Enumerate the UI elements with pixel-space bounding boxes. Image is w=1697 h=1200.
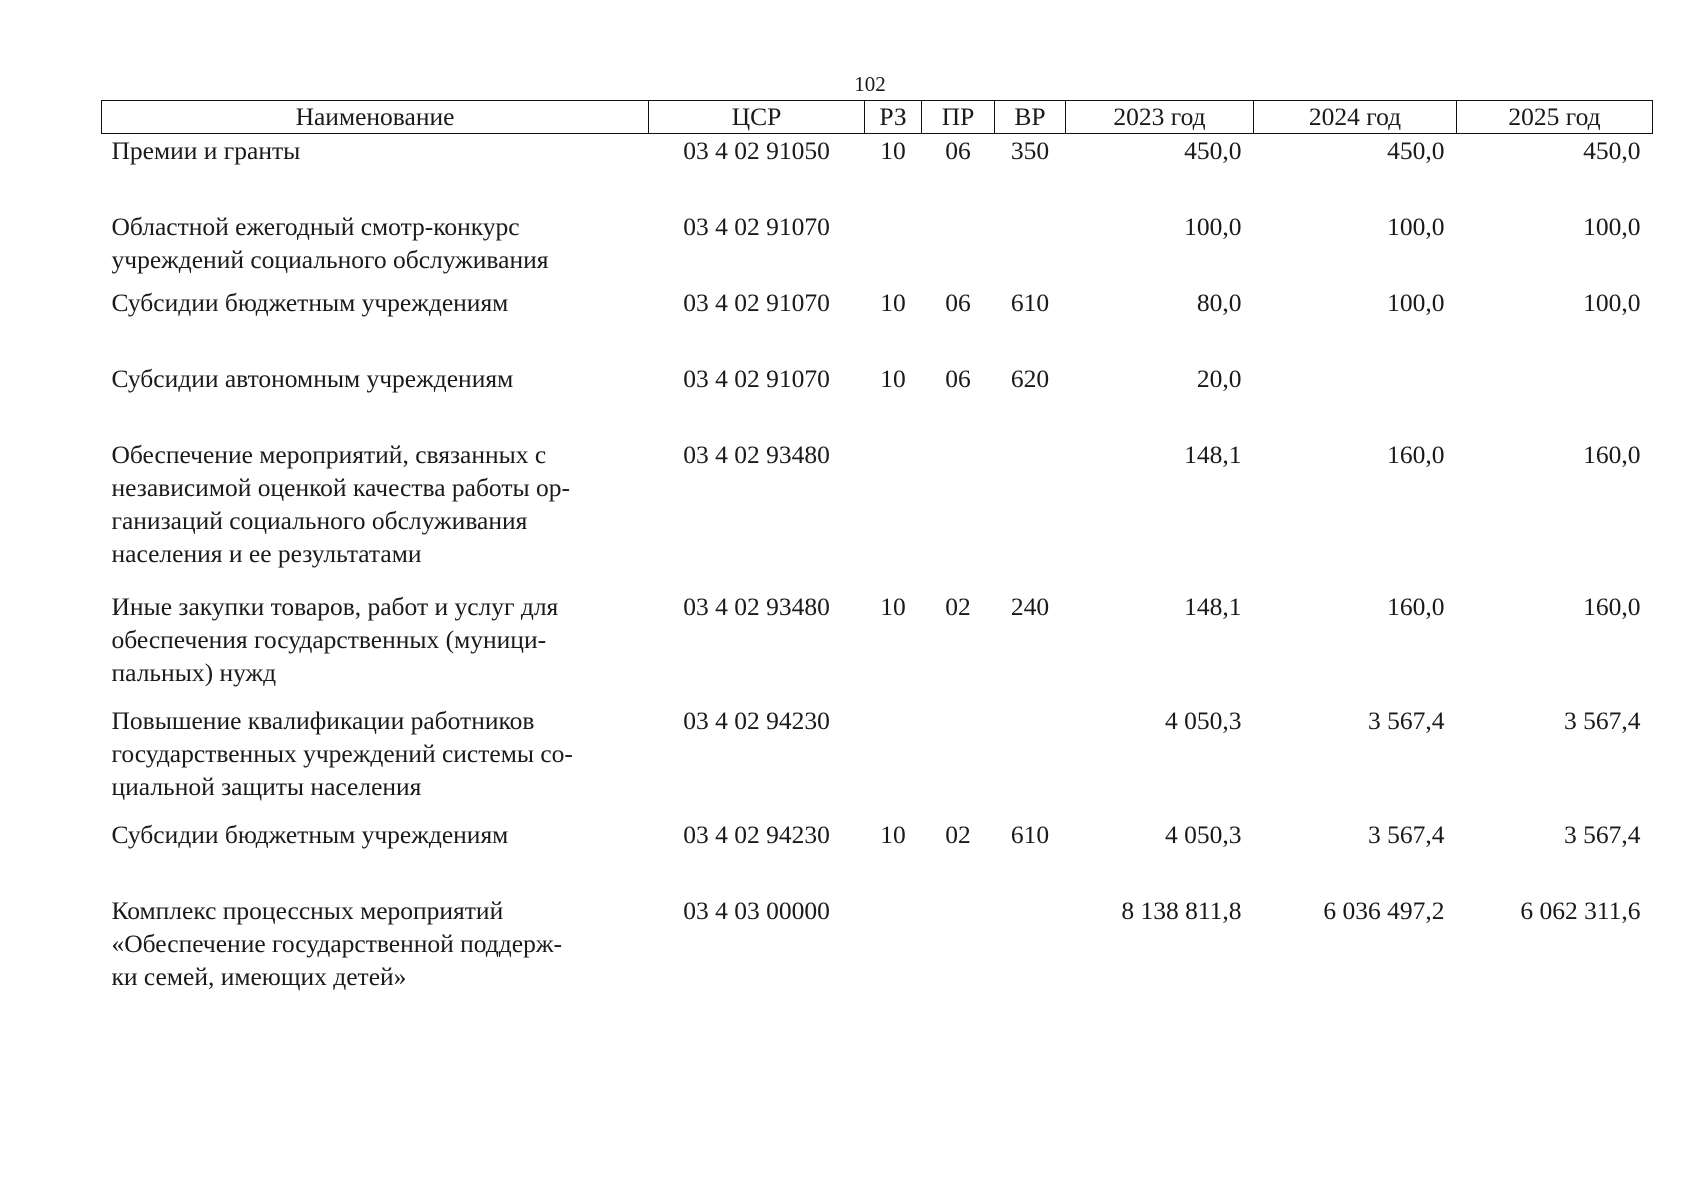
cell-vr bbox=[995, 438, 1066, 590]
table-row bbox=[102, 590, 1653, 704]
cell-name bbox=[102, 818, 649, 894]
cell-name bbox=[102, 438, 649, 590]
cell-csr: 03 4 02 91070 bbox=[683, 211, 830, 241]
cell-name-line: Обеспечение мероприятий, связанных с bbox=[111, 439, 547, 469]
cell-2025: 160,0 bbox=[1583, 591, 1641, 621]
cell-rz bbox=[865, 894, 922, 1008]
cell-name bbox=[102, 362, 649, 438]
cell-rz bbox=[865, 210, 922, 286]
table-row bbox=[102, 286, 1653, 362]
cell-2024: 160,0 bbox=[1387, 591, 1445, 621]
cell-2024: 3 567,4 bbox=[1368, 705, 1445, 735]
cell-rz: 10 bbox=[880, 819, 906, 849]
header-2025: 2025 год bbox=[1457, 101, 1653, 134]
table-row bbox=[102, 438, 1653, 590]
cell-name bbox=[102, 134, 649, 210]
header-pr: ПР bbox=[922, 101, 995, 134]
cell-name-line: «Обеспечение государственной поддерж- bbox=[111, 928, 562, 958]
cell-name-line: Субсидии бюджетным учреждениям bbox=[111, 819, 509, 849]
cell-2025 bbox=[1457, 362, 1653, 438]
cell-pr: 06 bbox=[945, 363, 971, 393]
table-row bbox=[102, 818, 1653, 894]
cell-pr: 06 bbox=[945, 136, 971, 165]
cell-name-line: Субсидии автономным учреждениям bbox=[111, 363, 514, 393]
cell-csr: 03 4 02 94230 bbox=[683, 819, 830, 849]
cell-name-line: государственных учреждений системы со- bbox=[111, 738, 573, 768]
cell-2025: 3 567,4 bbox=[1564, 819, 1641, 849]
cell-2023: 20,0 bbox=[1196, 363, 1242, 393]
cell-name-line: Повышение квалификации работников bbox=[111, 705, 535, 735]
cell-csr: 03 4 02 91070 bbox=[683, 363, 830, 393]
page-number: 102 bbox=[854, 72, 886, 96]
cell-pr bbox=[922, 704, 995, 818]
cell-2023: 100,0 bbox=[1184, 211, 1242, 241]
cell-2024: 100,0 bbox=[1387, 211, 1445, 241]
cell-name-line: обеспечения государственных (муници- bbox=[111, 624, 547, 654]
cell-csr: 03 4 03 00000 bbox=[683, 895, 830, 925]
cell-csr: 03 4 02 93480 bbox=[683, 591, 830, 621]
table-body bbox=[102, 134, 1653, 1008]
cell-rz: 10 bbox=[880, 136, 906, 165]
cell-name-line: пальных) нужд bbox=[111, 657, 277, 687]
budget-table bbox=[101, 100, 1653, 1008]
cell-2025: 6 062 311,6 bbox=[1520, 895, 1641, 925]
cell-name-line: Комплекс процессных мероприятий bbox=[111, 895, 504, 925]
header-rz: РЗ bbox=[865, 101, 922, 134]
cell-2024: 160,0 bbox=[1387, 439, 1445, 469]
cell-2024: 450,0 bbox=[1387, 136, 1445, 165]
table-row bbox=[102, 894, 1653, 1008]
cell-vr: 610 bbox=[1010, 287, 1050, 317]
cell-vr bbox=[995, 704, 1066, 818]
cell-2023: 4 050,3 bbox=[1165, 705, 1242, 735]
cell-vr bbox=[995, 894, 1066, 1008]
cell-rz: 10 bbox=[880, 591, 906, 621]
cell-2025: 3 567,4 bbox=[1564, 705, 1641, 735]
cell-rz bbox=[865, 704, 922, 818]
table-row bbox=[102, 210, 1653, 286]
header-2023: 2023 год bbox=[1066, 101, 1254, 134]
table-row bbox=[102, 704, 1653, 818]
cell-pr: 02 bbox=[945, 591, 971, 621]
cell-name-line: Субсидии бюджетным учреждениям bbox=[111, 287, 509, 317]
cell-csr: 03 4 02 93480 bbox=[683, 439, 830, 469]
header-vr: ВР bbox=[995, 101, 1066, 134]
cell-pr bbox=[922, 438, 995, 590]
header-name: Наименование bbox=[102, 101, 649, 134]
cell-name-line: учреждений социального обслуживания bbox=[111, 244, 549, 274]
cell-name-line: ки семей, имеющих детей» bbox=[111, 961, 407, 991]
cell-pr: 02 bbox=[945, 819, 971, 849]
cell-csr: 03 4 02 94230 bbox=[683, 705, 830, 735]
cell-2024 bbox=[1254, 362, 1457, 438]
table-row bbox=[102, 362, 1653, 438]
cell-csr: 03 4 02 91070 bbox=[683, 287, 830, 317]
cell-2023: 8 138 811,8 bbox=[1121, 895, 1242, 925]
cell-name bbox=[102, 704, 649, 818]
cell-name-line: ганизаций социального обслуживания bbox=[111, 505, 528, 535]
cell-2025: 100,0 bbox=[1583, 287, 1641, 317]
cell-2025: 100,0 bbox=[1583, 211, 1641, 241]
header-2024: 2024 год bbox=[1254, 101, 1457, 134]
cell-name-line: Областной ежегодный смотр-конкурс bbox=[111, 211, 520, 241]
cell-name-line: населения и ее результатами bbox=[111, 538, 422, 568]
cell-name-line: Премии и гранты bbox=[111, 136, 301, 165]
cell-csr: 03 4 02 91050 bbox=[683, 136, 830, 165]
cell-2024: 6 036 497,2 bbox=[1323, 895, 1445, 925]
cell-name bbox=[102, 590, 649, 704]
cell-2023: 148,1 bbox=[1184, 591, 1242, 621]
table-header bbox=[102, 101, 1653, 134]
cell-name bbox=[102, 286, 649, 362]
cell-name bbox=[102, 210, 649, 286]
cell-rz: 10 bbox=[880, 363, 906, 393]
header-csr: ЦСР bbox=[649, 101, 865, 134]
cell-2025: 160,0 bbox=[1583, 439, 1641, 469]
cell-rz: 10 bbox=[880, 287, 906, 317]
cell-name-line: Иные закупки товаров, работ и услуг для bbox=[111, 591, 559, 621]
table-row bbox=[102, 134, 1653, 210]
cell-2025: 450,0 bbox=[1583, 136, 1641, 165]
cell-2023: 4 050,3 bbox=[1165, 819, 1242, 849]
cell-2024: 3 567,4 bbox=[1368, 819, 1445, 849]
cell-name-line: независимой оценкой качества работы ор- bbox=[111, 472, 570, 502]
cell-pr: 06 bbox=[945, 287, 971, 317]
cell-pr bbox=[922, 894, 995, 1008]
cell-vr bbox=[995, 210, 1066, 286]
cell-2024: 100,0 bbox=[1387, 287, 1445, 317]
cell-rz bbox=[865, 438, 922, 590]
cell-2023: 148,1 bbox=[1184, 439, 1242, 469]
cell-2023: 80,0 bbox=[1196, 287, 1242, 317]
cell-vr: 240 bbox=[1010, 591, 1050, 621]
cell-vr: 350 bbox=[1010, 136, 1050, 165]
cell-name bbox=[102, 894, 649, 1008]
cell-name-line: циальной защиты населения bbox=[111, 771, 422, 801]
cell-vr: 620 bbox=[1010, 363, 1050, 393]
cell-pr bbox=[922, 210, 995, 286]
cell-2023: 450,0 bbox=[1184, 136, 1242, 165]
cell-vr: 610 bbox=[1010, 819, 1050, 849]
